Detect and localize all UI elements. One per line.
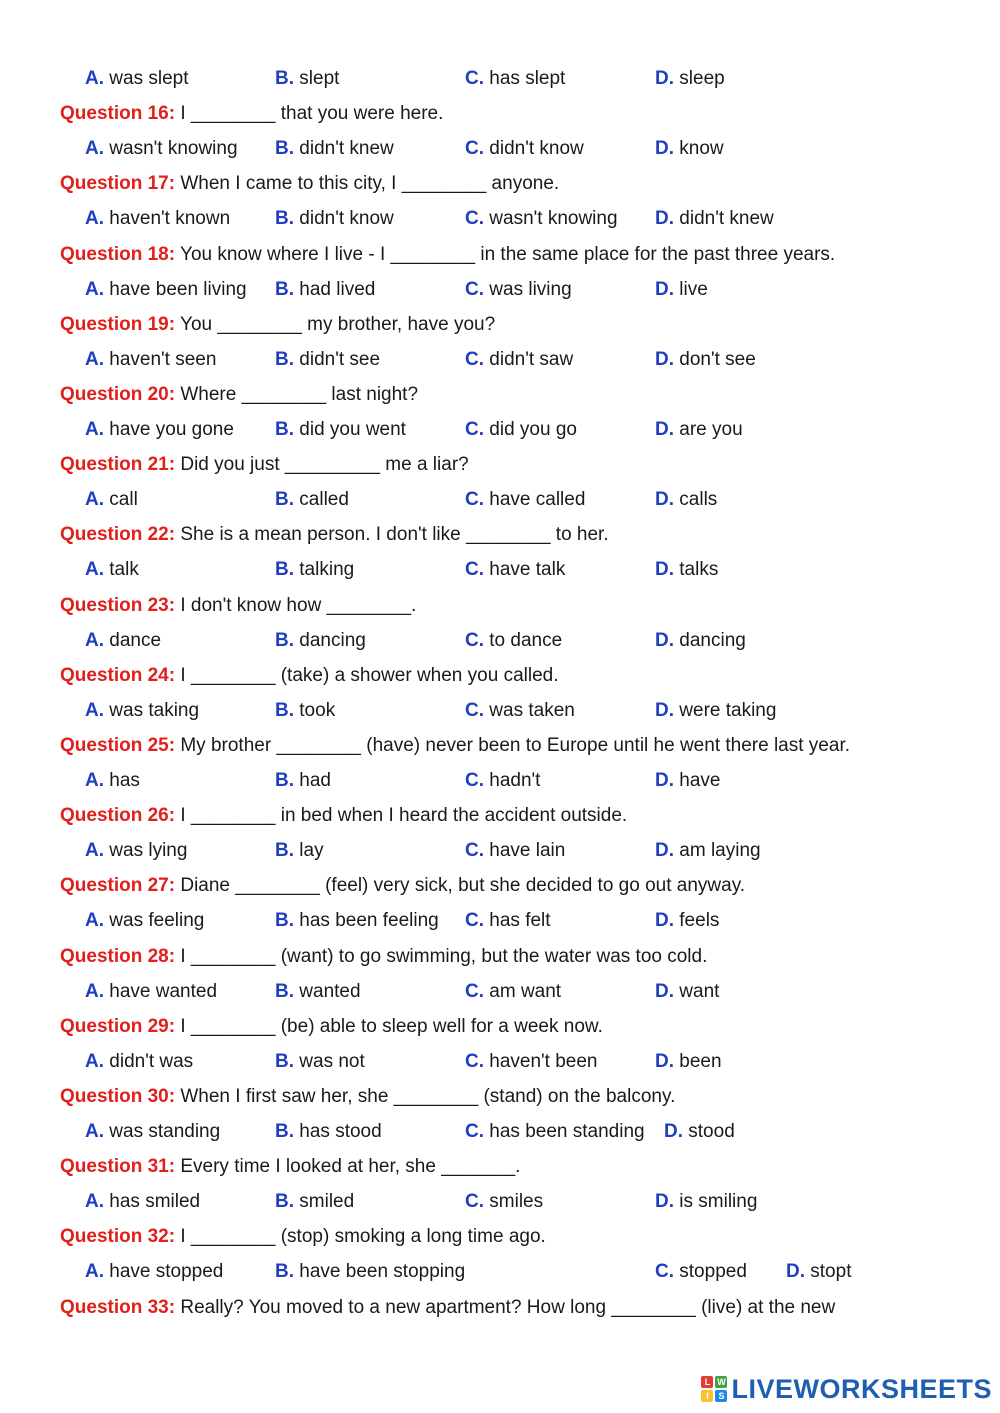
- option-letter: D.: [655, 1050, 674, 1072]
- option-b[interactable]: [275, 278, 375, 302]
- option-text: has slept: [489, 68, 566, 89]
- option-d[interactable]: [655, 558, 718, 582]
- logo-mark: [701, 1376, 727, 1402]
- option-b[interactable]: [275, 699, 335, 723]
- option-text: had: [299, 770, 331, 791]
- option-letter: C.: [465, 348, 484, 370]
- option-text: stopt: [810, 1261, 852, 1283]
- question-line: [60, 945, 707, 969]
- option-letter: B.: [275, 419, 294, 440]
- option-d[interactable]: [655, 1190, 757, 1214]
- option-d[interactable]: [655, 909, 719, 933]
- option-text: had lived: [299, 278, 376, 300]
- option-letter: C.: [465, 770, 484, 791]
- option-letter: D.: [655, 208, 674, 230]
- option-letter: C.: [465, 559, 484, 581]
- option-text: hadn't: [489, 770, 541, 791]
- option-letter: C.: [465, 629, 484, 651]
- question-line: [60, 1296, 835, 1320]
- option-letter: B.: [275, 840, 294, 862]
- option-a[interactable]: [85, 1050, 193, 1074]
- question-line: [60, 1155, 520, 1179]
- option-text: talk: [109, 559, 139, 581]
- option-text: has been standing: [489, 1121, 645, 1142]
- question-line: [60, 243, 835, 267]
- option-letter: B.: [275, 910, 294, 932]
- option-a[interactable]: [85, 769, 140, 793]
- option-a[interactable]: [85, 348, 216, 372]
- question-text: Every time I looked at her, she _______.: [180, 1156, 521, 1178]
- option-text: live: [679, 278, 708, 300]
- option-letter: D.: [655, 559, 674, 581]
- question-text: I ________ (take) a shower when you called.: [180, 664, 559, 686]
- option-text: smiled: [299, 1191, 355, 1213]
- option-text: am laying: [679, 840, 761, 862]
- option-text: took: [299, 699, 336, 721]
- question-number: Question 21:: [60, 454, 176, 476]
- option-a[interactable]: [85, 1190, 200, 1214]
- option-b[interactable]: [275, 1190, 354, 1214]
- option-text: were taking: [679, 699, 777, 721]
- option-a[interactable]: [85, 1260, 223, 1284]
- option-text: has: [109, 770, 140, 791]
- option-text: was taken: [489, 699, 575, 721]
- question-text: I ________ (stop) smoking a long time ago.: [180, 1226, 546, 1248]
- option-letter: B.: [275, 68, 294, 89]
- option-letter: C.: [465, 699, 484, 721]
- option-letter: D.: [655, 138, 674, 160]
- question-number: Question 30:: [60, 1085, 176, 1107]
- option-text: didn't know: [299, 208, 394, 230]
- option-text: lay: [299, 840, 324, 862]
- question-text: My brother ________ (have) never been to Europe until he went there last year.: [180, 734, 850, 756]
- option-c[interactable]: [465, 488, 585, 512]
- question-line: [60, 383, 418, 407]
- question-number: Question 25:: [60, 734, 176, 756]
- option-letter: D.: [655, 629, 674, 651]
- option-text: wasn't knowing: [489, 208, 618, 230]
- option-letter: A.: [85, 770, 104, 791]
- question-text: She is a mean person. I don't like ________ to her.: [180, 524, 609, 546]
- option-letter: C.: [465, 489, 484, 511]
- option-d[interactable]: [655, 1050, 722, 1074]
- option-text: have: [679, 770, 721, 791]
- option-letter: A.: [85, 980, 104, 1002]
- option-d[interactable]: [655, 769, 720, 793]
- option-text: didn't was: [109, 1050, 194, 1072]
- question-line: [60, 734, 850, 758]
- option-text: call: [109, 489, 138, 511]
- question-text: Really? You moved to a new apartment? How long ________ (live) at the new: [180, 1296, 836, 1318]
- option-letter: C.: [465, 1191, 484, 1213]
- question-number: Question 16:: [60, 103, 176, 125]
- question-number: Question 32:: [60, 1226, 176, 1248]
- option-b[interactable]: [275, 909, 439, 933]
- option-d[interactable]: [655, 980, 719, 1004]
- option-letter: B.: [275, 208, 294, 230]
- option-letter: D.: [655, 1191, 674, 1213]
- question-line: [60, 313, 495, 337]
- option-a[interactable]: [85, 1120, 220, 1144]
- option-letter: A.: [85, 1261, 104, 1283]
- question-number: Question 18:: [60, 243, 176, 265]
- option-text: feels: [679, 910, 720, 932]
- option-letter: A.: [85, 699, 104, 721]
- option-letter: A.: [85, 1050, 104, 1072]
- option-b[interactable]: [275, 1120, 382, 1144]
- option-letter: D.: [655, 699, 674, 721]
- option-c[interactable]: [465, 839, 565, 863]
- question-line: [60, 1015, 603, 1039]
- option-text: did you go: [489, 419, 577, 440]
- option-letter: C.: [465, 419, 484, 440]
- option-c[interactable]: [465, 980, 561, 1004]
- option-a[interactable]: [85, 558, 139, 582]
- option-text: haven't been: [489, 1050, 598, 1072]
- question-line: [60, 102, 443, 126]
- option-letter: A.: [85, 1191, 104, 1213]
- option-letter: D.: [655, 770, 674, 791]
- option-c[interactable]: [465, 558, 565, 582]
- question-number: Question 19:: [60, 313, 176, 335]
- option-c[interactable]: [465, 769, 540, 793]
- option-text: didn't know: [489, 138, 584, 160]
- option-letter: B.: [275, 980, 294, 1002]
- question-number: Question 20:: [60, 383, 176, 405]
- option-c[interactable]: [465, 418, 577, 442]
- option-a[interactable]: [85, 67, 188, 91]
- question-line: [60, 172, 559, 196]
- option-text: have called: [489, 489, 586, 511]
- option-letter: B.: [275, 1261, 294, 1283]
- option-c[interactable]: [465, 278, 572, 302]
- option-letter: A.: [85, 138, 104, 160]
- option-c[interactable]: [465, 1050, 598, 1074]
- option-letter: D.: [786, 1261, 805, 1283]
- question-number: Question 23:: [60, 594, 176, 616]
- question-text: You know where I live - I ________ in the same place for the past three years.: [180, 243, 836, 265]
- option-b[interactable]: [275, 769, 331, 793]
- logo-mark-cell: L: [701, 1376, 713, 1388]
- question-line: [60, 664, 559, 688]
- option-text: are you: [679, 419, 743, 440]
- question-text: Where ________ last night?: [180, 383, 419, 405]
- option-c[interactable]: [465, 1120, 645, 1144]
- option-letter: B.: [275, 1191, 294, 1213]
- option-letter: D.: [655, 419, 674, 440]
- option-a[interactable]: [85, 278, 247, 302]
- option-letter: B.: [275, 278, 294, 300]
- option-d[interactable]: [655, 699, 776, 723]
- option-letter: A.: [85, 348, 104, 370]
- option-text: smiles: [489, 1191, 544, 1213]
- option-a[interactable]: [85, 839, 187, 863]
- question-number: Question 26:: [60, 805, 176, 827]
- option-text: dance: [109, 629, 162, 651]
- question-text: I ________ that you were here.: [180, 103, 444, 125]
- question-text: When I came to this city, I ________ anyone.: [180, 173, 560, 195]
- option-text: haven't seen: [109, 348, 217, 370]
- option-text: wasn't knowing: [109, 138, 238, 160]
- option-text: didn't see: [299, 348, 381, 370]
- option-letter: A.: [85, 208, 104, 230]
- option-text: didn't saw: [489, 348, 574, 370]
- option-c[interactable]: [465, 67, 565, 91]
- option-letter: C.: [465, 1050, 484, 1072]
- option-text: haven't known: [109, 208, 231, 230]
- option-text: dancing: [299, 629, 366, 651]
- question-number: Question 28:: [60, 945, 176, 967]
- option-a[interactable]: [85, 137, 238, 161]
- option-c[interactable]: [465, 137, 584, 161]
- option-letter: B.: [275, 348, 294, 370]
- option-letter: C.: [465, 1121, 484, 1142]
- option-letter: B.: [275, 1121, 294, 1142]
- option-letter: B.: [275, 489, 294, 511]
- option-text: was standing: [109, 1121, 221, 1142]
- question-line: [60, 874, 745, 898]
- question-line: [60, 453, 469, 477]
- option-text: has been feeling: [299, 910, 439, 932]
- question-text: When I first saw her, she ________ (stand) on the balcony.: [180, 1085, 676, 1107]
- option-text: is smiling: [679, 1191, 758, 1213]
- option-a[interactable]: [85, 909, 204, 933]
- question-text: Diane ________ (feel) very sick, but she decided to go out anyway.: [180, 875, 746, 897]
- option-d[interactable]: [664, 1120, 735, 1144]
- option-letter: A.: [85, 489, 104, 511]
- question-line: [60, 1225, 546, 1249]
- option-letter: B.: [275, 1050, 294, 1072]
- option-text: has stood: [299, 1121, 382, 1142]
- option-letter: D.: [655, 68, 674, 89]
- question-text: I don't know how ________.: [180, 594, 417, 616]
- option-letter: C.: [465, 68, 484, 89]
- option-letter: D.: [655, 489, 674, 511]
- option-letter: C.: [655, 1261, 674, 1283]
- option-text: stood: [688, 1121, 735, 1142]
- option-text: was not: [299, 1050, 365, 1072]
- option-c[interactable]: [465, 348, 573, 372]
- question-number: Question 17:: [60, 173, 176, 195]
- option-text: to dance: [489, 629, 563, 651]
- option-a[interactable]: [85, 699, 199, 723]
- question-text: I ________ (be) able to sleep well for a week now.: [180, 1015, 603, 1037]
- question-number: Question 22:: [60, 524, 176, 546]
- option-text: am want: [489, 980, 562, 1002]
- option-b[interactable]: [275, 418, 406, 442]
- option-b[interactable]: [275, 629, 366, 653]
- option-c[interactable]: [465, 909, 551, 933]
- question-text: Did you just _________ me a liar?: [180, 454, 469, 476]
- option-b[interactable]: [275, 488, 349, 512]
- option-d[interactable]: [655, 629, 746, 653]
- question-line: [60, 523, 609, 547]
- question-number: Question 27:: [60, 875, 176, 897]
- question-line: [60, 594, 416, 618]
- option-b[interactable]: [275, 839, 324, 863]
- option-letter: A.: [85, 278, 104, 300]
- option-text: have talk: [489, 559, 566, 581]
- option-letter: D.: [655, 910, 674, 932]
- option-letter: C.: [465, 840, 484, 862]
- option-text: know: [679, 138, 724, 160]
- option-letter: A.: [85, 419, 104, 440]
- liveworksheets-logo: [701, 1373, 992, 1405]
- option-letter: B.: [275, 629, 294, 651]
- option-d[interactable]: [655, 278, 708, 302]
- option-a[interactable]: [85, 488, 138, 512]
- option-letter: A.: [85, 68, 104, 89]
- option-c[interactable]: [465, 699, 575, 723]
- option-b[interactable]: [275, 207, 394, 231]
- option-letter: B.: [275, 559, 294, 581]
- option-b[interactable]: [275, 67, 339, 91]
- option-text: have you gone: [109, 419, 234, 440]
- option-text: have been living: [109, 278, 247, 300]
- option-d[interactable]: [655, 67, 725, 91]
- option-letter: D.: [655, 840, 674, 862]
- question-number: Question 29:: [60, 1015, 176, 1037]
- option-text: dancing: [679, 629, 746, 651]
- option-text: was living: [489, 278, 572, 300]
- option-text: don't see: [679, 348, 756, 370]
- logo-mark-cell: W: [717, 1377, 726, 1387]
- option-c[interactable]: [465, 1190, 543, 1214]
- question-text: You ________ my brother, have you?: [180, 313, 496, 335]
- option-d[interactable]: [655, 207, 774, 231]
- option-letter: D.: [655, 278, 674, 300]
- option-text: stopped: [679, 1261, 747, 1283]
- option-text: called: [299, 489, 349, 511]
- question-text: I ________ (want) to go swimming, but the water was too cold.: [180, 945, 708, 967]
- option-letter: C.: [465, 980, 484, 1002]
- option-b[interactable]: [275, 348, 380, 372]
- option-text: has smiled: [109, 1191, 201, 1213]
- option-text: didn't knew: [679, 208, 774, 230]
- logo-text: LIVEWORKSHEETS: [731, 1373, 992, 1404]
- option-text: want: [679, 980, 720, 1002]
- option-letter: C.: [465, 138, 484, 160]
- option-a[interactable]: [85, 980, 217, 1004]
- option-text: have been stopping: [299, 1261, 466, 1283]
- option-text: calls: [679, 489, 718, 511]
- option-text: been: [679, 1050, 722, 1072]
- question-line: [60, 1085, 675, 1109]
- option-letter: D.: [655, 348, 674, 370]
- option-d[interactable]: [655, 137, 724, 161]
- option-text: didn't knew: [299, 138, 394, 160]
- option-b[interactable]: [275, 558, 354, 582]
- question-number: Question 31:: [60, 1156, 176, 1178]
- option-letter: A.: [85, 629, 104, 651]
- option-d[interactable]: [655, 839, 761, 863]
- option-text: was feeling: [109, 910, 205, 932]
- option-letter: C.: [465, 208, 484, 230]
- option-c[interactable]: [655, 1260, 747, 1284]
- option-text: have wanted: [109, 980, 218, 1002]
- option-d[interactable]: [655, 418, 743, 442]
- option-text: has felt: [489, 910, 551, 932]
- option-letter: B.: [275, 770, 294, 791]
- question-line: [60, 804, 627, 828]
- option-text: talks: [679, 559, 719, 581]
- option-d[interactable]: [655, 348, 756, 372]
- option-letter: B.: [275, 699, 294, 721]
- option-text: have stopped: [109, 1261, 224, 1283]
- option-letter: D.: [664, 1121, 683, 1142]
- option-text: talking: [299, 559, 355, 581]
- option-b[interactable]: [275, 137, 394, 161]
- option-letter: C.: [465, 278, 484, 300]
- option-a[interactable]: [85, 207, 230, 231]
- question-text: I ________ in bed when I heard the accident outside.: [180, 805, 628, 827]
- option-letter: C.: [465, 910, 484, 932]
- option-d[interactable]: [655, 488, 717, 512]
- option-letter: A.: [85, 910, 104, 932]
- option-letter: A.: [85, 559, 104, 581]
- question-number: Question 24:: [60, 664, 176, 686]
- option-letter: D.: [655, 980, 674, 1002]
- option-text: have lain: [489, 840, 566, 862]
- option-text: wanted: [299, 980, 361, 1002]
- option-a[interactable]: [85, 418, 234, 442]
- option-text: was taking: [109, 699, 200, 721]
- option-d[interactable]: [786, 1260, 851, 1284]
- option-b[interactable]: [275, 1050, 365, 1074]
- option-c[interactable]: [465, 629, 562, 653]
- option-letter: A.: [85, 1121, 104, 1142]
- question-number: Question 33:: [60, 1296, 176, 1318]
- logo-mark-cell: S: [715, 1390, 727, 1402]
- logo-mark-cell: I: [701, 1390, 713, 1402]
- option-text: was lying: [109, 840, 188, 862]
- option-b[interactable]: [275, 980, 361, 1004]
- option-b[interactable]: [275, 1260, 465, 1284]
- option-a[interactable]: [85, 629, 161, 653]
- option-text: did you went: [299, 419, 406, 440]
- option-c[interactable]: [465, 207, 618, 231]
- option-text: sleep: [679, 68, 725, 89]
- option-text: was slept: [109, 68, 189, 89]
- option-letter: A.: [85, 840, 104, 862]
- option-text: slept: [299, 68, 340, 89]
- option-letter: B.: [275, 138, 294, 160]
